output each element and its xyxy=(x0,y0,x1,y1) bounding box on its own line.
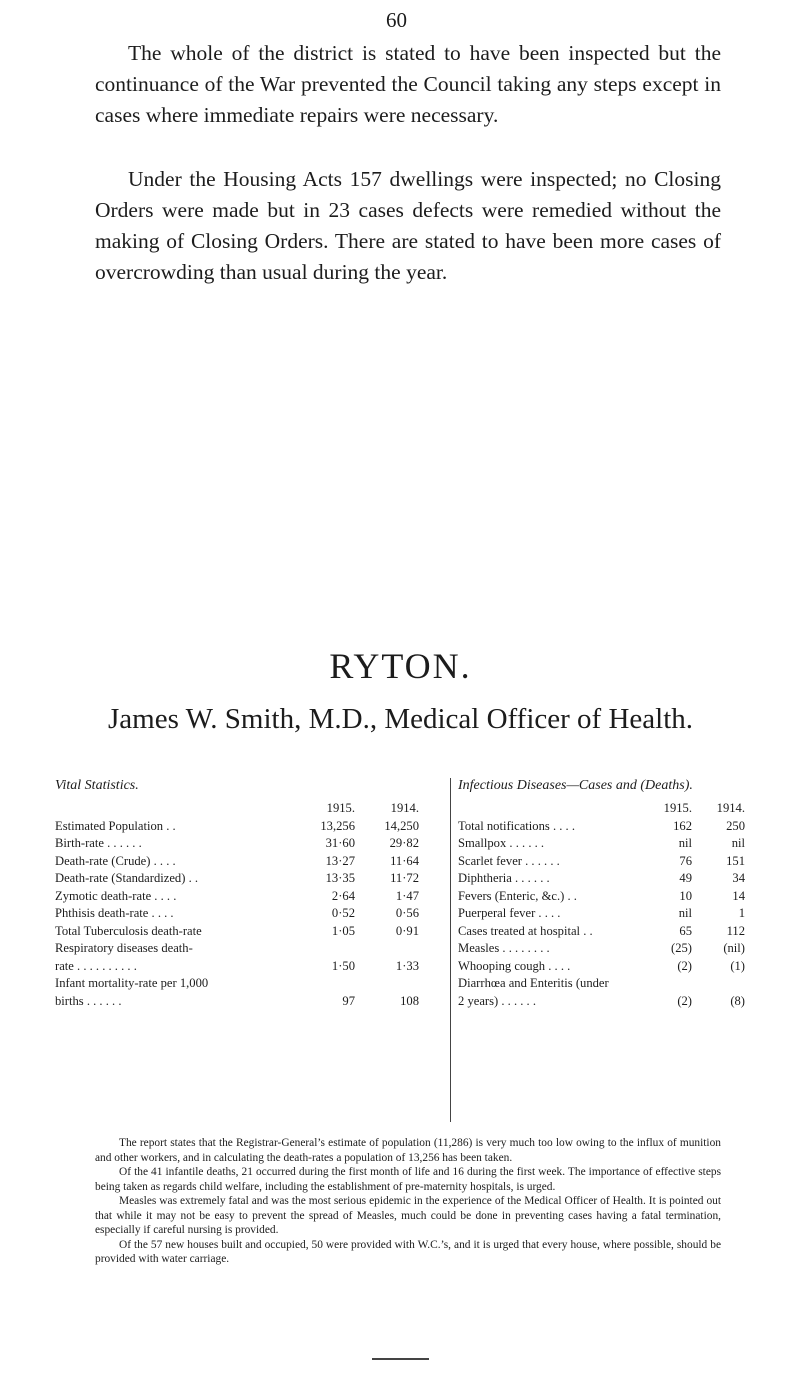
row-label: Scarlet fever . . . . . . xyxy=(458,853,560,868)
table-row xyxy=(55,940,437,975)
statistics-tables xyxy=(55,778,745,1130)
bottom-text-block xyxy=(95,1136,721,1267)
value-1915: nil xyxy=(678,906,692,920)
row-label: Smallpox . . . . . . xyxy=(458,836,545,850)
row-label: Zymotic death-rate . . . . xyxy=(55,888,177,903)
section-rule xyxy=(372,1358,429,1360)
row-label: Death-rate (Standardized) . . xyxy=(55,871,199,885)
paragraph-measles: Measles was extremely fatal and was the most serious epidemic in the experience of the Medical Officer of Health. It is pointed out that while it may not be easy to prevent the spread of Measles, much could be done in preventing cases having a fatal termination, especially if careful nursing is provided. xyxy=(95,1195,721,1236)
value-1915: 97 xyxy=(342,993,355,1008)
value-1914: 1·47 xyxy=(395,888,419,903)
row-label-continued: rate . . . . . . . . . . xyxy=(55,958,137,973)
year-1915: 1915. xyxy=(326,801,355,815)
value-1914: 14 xyxy=(732,888,745,903)
value-1914: (nil) xyxy=(723,941,745,955)
table-row xyxy=(55,870,437,888)
table-row xyxy=(55,975,437,1010)
value-1914: (1) xyxy=(730,958,745,973)
value-1915: 0·52 xyxy=(331,906,355,920)
row-label: Diphtheria . . . . . . xyxy=(458,871,550,885)
table-row xyxy=(458,958,748,976)
row-label: Measles . . . . . . . . xyxy=(458,941,550,955)
value-1915: 1·05 xyxy=(331,923,355,938)
infectious-diseases-year-header xyxy=(458,800,748,818)
row-label: Infant mortality-rate per 1,000 xyxy=(55,976,209,990)
value-1914: 1·33 xyxy=(395,958,419,973)
value-1915: 162 xyxy=(673,818,692,833)
vital-statistics-year-header xyxy=(55,800,437,818)
row-label: Respiratory diseases death- xyxy=(55,941,193,955)
value-1914: 11·72 xyxy=(390,871,419,885)
page-number: 60 xyxy=(386,8,407,32)
year-1915: 1915. xyxy=(663,801,692,815)
value-1915: (2) xyxy=(677,993,692,1008)
value-1914: 0·91 xyxy=(395,923,419,938)
value-1914: 0·56 xyxy=(395,906,419,920)
row-label: Birth-rate . . . . . . xyxy=(55,836,142,850)
row-label: Fevers (Enteric, &c.) . . xyxy=(458,888,577,903)
paragraph-infantile-deaths: Of the 41 infantile deaths, 21 occurred during the first month of life and 16 during the first week. The importance of effective steps being taken as regards child welfare, including the establishment of pre-maternity hospitals, is urged. xyxy=(95,1166,721,1193)
value-1914: 14,250 xyxy=(384,818,419,833)
value-1914: 1 xyxy=(738,906,745,920)
table-row xyxy=(55,818,437,836)
vital-statistics-title: Vital Statistics. xyxy=(55,778,139,793)
value-1914: 250 xyxy=(726,818,745,833)
value-1914: 29·82 xyxy=(389,836,419,850)
row-label: Death-rate (Crude) . . . . xyxy=(55,853,176,868)
row-label: Diarrhœa and Enteritis (under xyxy=(458,976,609,990)
district-heading: RYTON. xyxy=(329,646,472,686)
row-label-continued: 2 years) . . . . . . xyxy=(458,993,536,1008)
row-label-continued: births . . . . . . xyxy=(55,993,122,1008)
table-row xyxy=(55,905,437,923)
table-row xyxy=(458,940,748,958)
value-1915: 2·64 xyxy=(331,888,355,903)
paragraph-housing-acts: Under the Housing Acts 157 dwellings were inspected; no Closing Orders were made but in 23 cases defects were remedied without the making of Closing Orders. There are stated to have been more cases of overcrowding than usual during the year. xyxy=(95,167,721,284)
value-1915: 10 xyxy=(679,888,692,903)
table-row xyxy=(458,923,748,941)
row-label: Phthisis death-rate . . . . xyxy=(55,906,174,920)
value-1915: 1·50 xyxy=(331,958,355,973)
year-1914: 1914. xyxy=(390,801,419,815)
vital-statistics-table xyxy=(55,778,437,1010)
value-1915: 13,256 xyxy=(320,818,355,833)
value-1914: 34 xyxy=(732,871,745,885)
value-1915: 65 xyxy=(679,923,692,938)
value-1914: 112 xyxy=(726,923,745,938)
paragraph-war-inspection: The whole of the district is stated to have been inspected but the continuance of the War prevented the Council taking any steps except in cases where immediate repairs were necessary. xyxy=(95,41,721,127)
year-1914: 1914. xyxy=(716,801,745,815)
paragraph-population-estimate: The report states that the Registrar-General’s estimate of population (11,286) is very much too low owing to the influx of munition and other workers, and in calculating the death-rates a population of 13,256 has been taken. xyxy=(95,1137,721,1164)
value-1915: 13·27 xyxy=(325,853,355,868)
table-row xyxy=(458,975,748,1010)
infectious-diseases-title: Infectious Diseases—Cases and (Deaths). xyxy=(458,778,693,793)
value-1915: (2) xyxy=(677,958,692,973)
value-1915: 13·35 xyxy=(325,871,355,885)
table-row xyxy=(458,888,748,906)
value-1915: 76 xyxy=(679,853,692,868)
table-row xyxy=(458,905,748,923)
table-row xyxy=(458,870,748,888)
row-label: Estimated Population . . xyxy=(55,818,176,833)
value-1915: nil xyxy=(678,836,692,850)
table-row xyxy=(55,853,437,871)
value-1915: (25) xyxy=(671,941,692,955)
table-row xyxy=(55,835,437,853)
row-label: Total notifications . . . . xyxy=(458,818,575,833)
table-row xyxy=(55,923,437,941)
value-1914: (8) xyxy=(730,993,745,1008)
value-1914: 108 xyxy=(400,993,419,1008)
officer-heading: James W. Smith, M.D., Medical Officer of Health. xyxy=(108,703,693,735)
row-label: Whooping cough . . . . xyxy=(458,958,571,973)
table-row xyxy=(458,853,748,871)
value-1914: nil xyxy=(731,836,745,850)
row-label: Puerperal fever . . . . xyxy=(458,906,561,920)
table-row xyxy=(458,818,748,836)
infectious-diseases-table xyxy=(458,778,748,1010)
value-1915: 31·60 xyxy=(325,836,355,850)
table-row xyxy=(55,888,437,906)
row-label: Total Tuberculosis death-rate xyxy=(55,923,202,938)
column-divider xyxy=(450,778,451,1122)
table-row xyxy=(458,835,748,853)
value-1914: 151 xyxy=(726,853,745,868)
value-1914: 11·64 xyxy=(390,853,419,868)
paragraph-new-houses: Of the 57 new houses built and occupied, 50 were provided with W.C.’s, and it is urged that every house, where possible, should be provided with water carriage. xyxy=(95,1238,721,1265)
row-label: Cases treated at hospital . . xyxy=(458,923,593,938)
value-1915: 49 xyxy=(679,871,692,885)
